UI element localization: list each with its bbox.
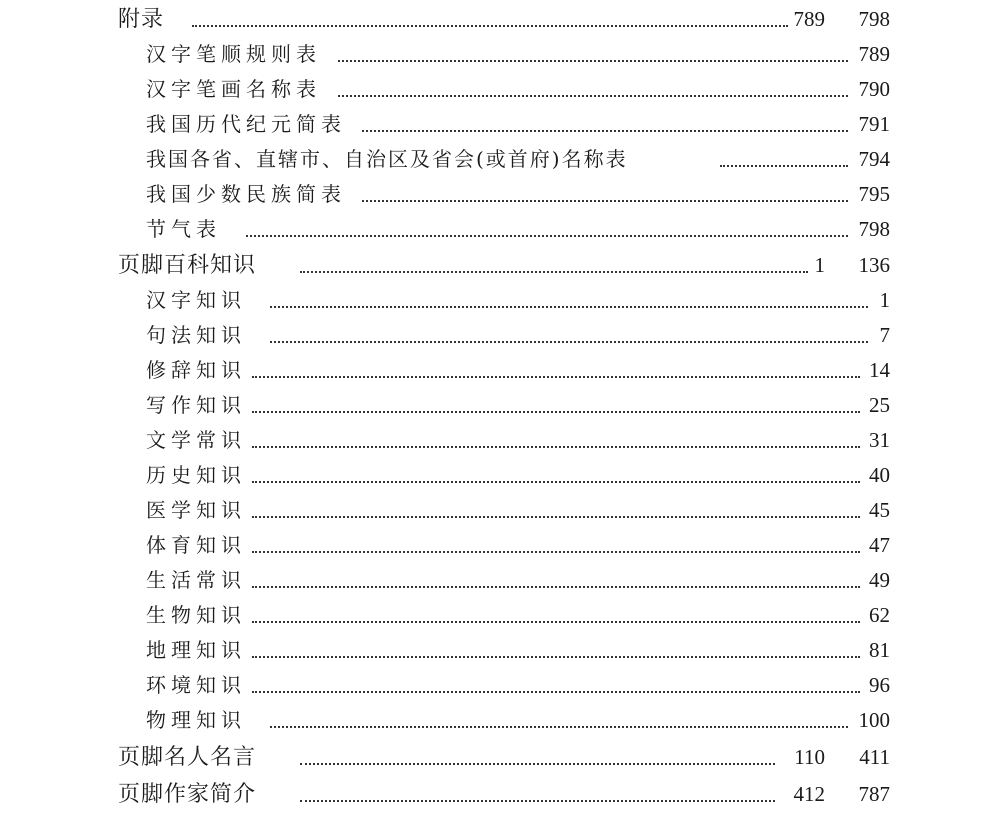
toc-entry — [0, 598, 1000, 633]
leader-dots — [300, 271, 808, 273]
toc-entry-title: 文学常识 — [146, 428, 246, 452]
toc-entry-page: 96 — [869, 673, 890, 697]
toc-entry-start-page: 110 — [794, 745, 825, 769]
toc-entry — [0, 72, 1000, 107]
leader-dots — [270, 726, 848, 728]
toc-entry-page: 49 — [869, 568, 890, 592]
leader-dots — [252, 621, 860, 623]
toc-entry — [0, 283, 1000, 318]
toc-entry — [0, 423, 1000, 458]
leader-dots — [192, 25, 788, 27]
toc-entry — [0, 388, 1000, 423]
toc-entry-title: 我国各省、直辖市、自治区及省会(或首府)名称表 — [146, 147, 628, 171]
toc-entry-page: 40 — [869, 463, 890, 487]
toc-entry — [0, 740, 1000, 775]
leader-dots — [252, 691, 860, 693]
leader-dots — [252, 551, 860, 553]
toc-entry-title: 汉字笔画名称表 — [146, 77, 321, 101]
leader-dots — [252, 411, 860, 413]
toc-entry-title: 页脚名人名言 — [118, 745, 257, 770]
toc-entry — [0, 633, 1000, 668]
toc-entry-page: 7 — [879, 323, 890, 347]
leader-dots — [338, 60, 848, 62]
toc-entry-title: 我国少数民族简表 — [146, 182, 346, 206]
toc-entry — [0, 107, 1000, 142]
toc-entry — [0, 248, 1000, 283]
leader-dots — [252, 656, 860, 658]
toc-entry-title: 汉字知识 — [146, 288, 246, 312]
toc-entry-end-page: 411 — [859, 745, 890, 769]
toc-entry-title: 体育知识 — [146, 533, 246, 557]
leader-dots — [720, 165, 848, 167]
toc-entry-title: 我国历代纪元简表 — [146, 112, 346, 136]
leader-dots — [270, 341, 868, 343]
toc-entry-page: 798 — [858, 217, 890, 241]
toc-entry — [0, 2, 1000, 37]
toc-entry-page: 1 — [879, 288, 890, 312]
toc-entry-page: 790 — [858, 77, 890, 101]
toc-entry-title: 医学知识 — [146, 498, 246, 522]
toc-entry-page: 794 — [858, 147, 890, 171]
toc-entry-title: 物理知识 — [146, 708, 246, 732]
toc-entry — [0, 318, 1000, 353]
toc-entry — [0, 563, 1000, 598]
toc-entry — [0, 668, 1000, 703]
leader-dots — [362, 200, 848, 202]
leader-dots — [252, 481, 860, 483]
toc-entry-page: 47 — [869, 533, 890, 557]
toc-entry-title: 节气表 — [146, 217, 221, 241]
toc-entry-page: 45 — [869, 498, 890, 522]
toc-entry-title: 修辞知识 — [146, 358, 246, 382]
toc-entry-start-page: 789 — [793, 7, 825, 31]
toc-entry-start-page: 412 — [793, 782, 825, 806]
toc-entry-title: 写作知识 — [146, 393, 246, 417]
toc-entry — [0, 777, 1000, 812]
leader-dots — [270, 306, 868, 308]
toc-entry-page: 31 — [869, 428, 890, 452]
toc-entry-page: 791 — [858, 112, 890, 136]
toc-entry — [0, 177, 1000, 212]
leader-dots — [252, 516, 860, 518]
toc-entry-title: 页脚百科知识 — [118, 253, 257, 278]
toc-entry-title: 生物知识 — [146, 603, 246, 627]
toc-entry-end-page: 136 — [858, 253, 890, 277]
leader-dots — [300, 800, 775, 802]
leader-dots — [252, 446, 860, 448]
leader-dots — [362, 130, 848, 132]
leader-dots — [246, 235, 848, 237]
toc-entry-end-page: 787 — [858, 782, 890, 806]
toc-entry-title: 附录 — [118, 7, 165, 32]
toc-entry-title: 句法知识 — [146, 323, 246, 347]
toc-entry-page: 14 — [869, 358, 890, 382]
toc-entry-title: 汉字笔顺规则表 — [146, 42, 321, 66]
toc-entry-title: 生活常识 — [146, 568, 246, 592]
toc-entry-page: 62 — [869, 603, 890, 627]
toc-entry-page: 100 — [858, 708, 890, 732]
toc-entry — [0, 37, 1000, 72]
toc-entry — [0, 703, 1000, 738]
leader-dots — [338, 95, 848, 97]
toc-entry — [0, 493, 1000, 528]
toc-entry-page: 789 — [858, 42, 890, 66]
toc-entry-title: 历史知识 — [146, 463, 246, 487]
toc-entry — [0, 458, 1000, 493]
toc-entry-title: 页脚作家简介 — [118, 782, 257, 807]
toc-entry — [0, 528, 1000, 563]
toc-entry — [0, 353, 1000, 388]
toc-entry-title: 环境知识 — [146, 673, 246, 697]
leader-dots — [252, 586, 860, 588]
toc-entry-start-page: 1 — [814, 253, 825, 277]
toc-entry-end-page: 798 — [858, 7, 890, 31]
leader-dots — [252, 376, 860, 378]
toc-entry — [0, 142, 1000, 177]
toc-entry — [0, 212, 1000, 247]
toc-entry-title: 地理知识 — [146, 638, 246, 662]
toc-entry-page: 795 — [858, 182, 890, 206]
toc-entry-page: 81 — [869, 638, 890, 662]
leader-dots — [300, 763, 775, 765]
toc-entry-page: 25 — [869, 393, 890, 417]
